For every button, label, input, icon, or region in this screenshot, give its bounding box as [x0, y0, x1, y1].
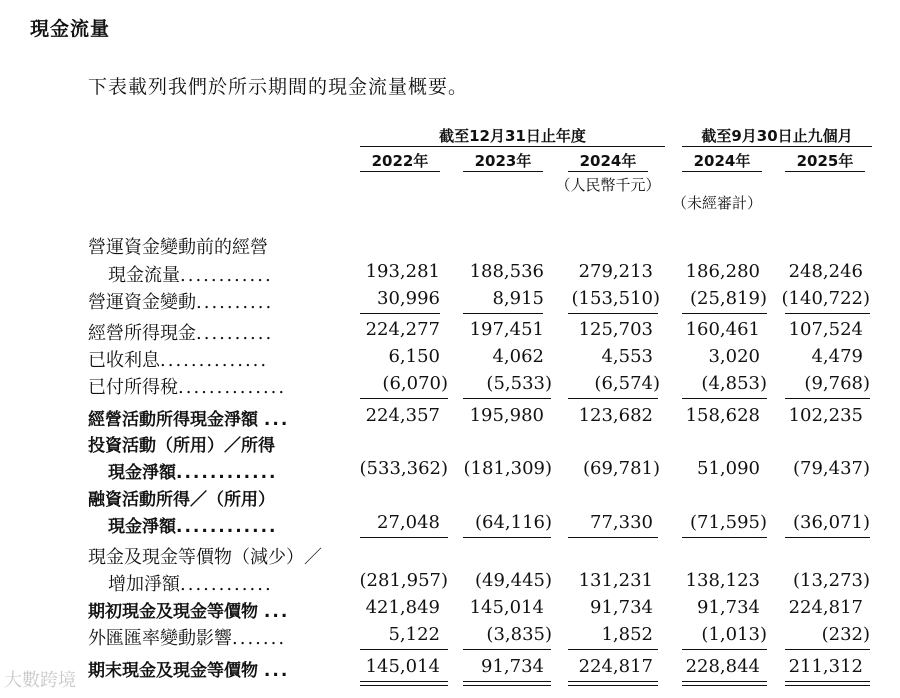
value-cell: 107,524	[788, 319, 863, 340]
total-double-rule	[568, 681, 658, 686]
subtotal-rule	[463, 537, 551, 538]
row-label-line: 營運資金變動前的經營	[88, 237, 268, 258]
value-cell: 5,122	[388, 624, 440, 645]
year-header-2023: 2023年	[474, 152, 532, 170]
value-cell: (36,071)	[792, 512, 870, 533]
year-header-2024: 2024年	[579, 152, 637, 170]
value-cell: 4,553	[601, 346, 653, 367]
row-label-line: 投資活動（所用）／所得	[88, 436, 275, 456]
row-label: 營運資金變動..........	[88, 292, 274, 313]
value-cell: (25,819)	[689, 288, 767, 309]
subtotal-rule	[785, 313, 870, 314]
year-header-2025-nine-months: 2025年	[796, 152, 854, 170]
value-cell: (6,574)	[594, 373, 660, 394]
value-cell: 102,235	[788, 405, 863, 426]
year-header-2024-nine-months: 2024年	[693, 152, 751, 170]
value-cell: 224,817	[788, 597, 863, 618]
subtotal-rule	[682, 537, 767, 538]
value-cell: 138,123	[685, 570, 760, 591]
row-label-line: 增加淨額............	[108, 574, 273, 595]
value-cell: (6,070)	[382, 373, 448, 394]
row-label-line: 融資活動所得／（所用）	[88, 490, 275, 510]
value-cell: 125,703	[578, 319, 653, 340]
value-cell: 158,628	[685, 405, 760, 426]
value-cell: (153,510)	[571, 288, 660, 309]
value-cell: 131,231	[578, 570, 653, 591]
value-cell: (49,445)	[474, 570, 552, 591]
subtotal-rule	[463, 398, 551, 399]
subtotal-rule	[360, 649, 448, 650]
total-double-rule	[463, 681, 551, 686]
leader-dots: ..........	[196, 323, 274, 344]
year-rule	[785, 171, 865, 172]
value-cell: 123,682	[578, 405, 653, 426]
intro-text: 下表載列我們於所示期間的現金流量概要。	[88, 76, 469, 98]
value-cell: (533,362)	[359, 458, 448, 479]
leader-dots: ...	[263, 410, 290, 430]
leader-dots: ............	[180, 265, 273, 286]
row-label-line: 現金淨額............	[108, 517, 278, 537]
watermark: 大數跨境	[4, 670, 76, 691]
value-cell: 51,090	[697, 458, 760, 479]
row-label: 已收利息..............	[88, 350, 269, 371]
row-label: 已付所得稅..............	[88, 377, 287, 398]
value-cell: (232)	[821, 624, 870, 645]
value-cell: 145,014	[365, 656, 440, 677]
subtotal-rule	[785, 649, 870, 650]
value-cell: (9,768)	[804, 373, 870, 394]
value-cell: (71,595)	[689, 512, 767, 533]
value-cell: 8,915	[492, 288, 544, 309]
value-cell: (13,273)	[792, 570, 870, 591]
total-double-rule	[682, 681, 767, 686]
header-group-nine-months-rule	[682, 146, 872, 147]
value-cell: 145,014	[469, 597, 544, 618]
value-cell: 211,312	[788, 656, 863, 677]
subtotal-rule	[568, 313, 658, 314]
value-cell: (64,116)	[474, 512, 552, 533]
value-cell: 193,281	[365, 261, 440, 282]
row-label: 期末現金及現金等價物 ...	[88, 661, 290, 681]
year-rule	[463, 171, 543, 172]
subtotal-rule	[568, 649, 658, 650]
subtotal-rule	[682, 313, 767, 314]
subtotal-rule	[682, 649, 767, 650]
row-label-line: 現金淨額............	[108, 463, 278, 483]
leader-dots: ............	[180, 574, 273, 595]
row-label-line: 現金及現金等價物（減少）／	[88, 547, 322, 568]
value-cell: 6,150	[388, 346, 440, 367]
unit-note: （人民幣千元）	[555, 176, 661, 194]
year-rule	[682, 171, 762, 172]
value-cell: 279,213	[578, 261, 653, 282]
value-cell: 160,461	[685, 319, 760, 340]
header-group-year: 截至12月31日止年度	[439, 127, 586, 145]
leader-dots: ............	[176, 463, 278, 483]
leader-dots: ..........	[196, 292, 274, 313]
total-double-rule	[360, 681, 448, 686]
subtotal-rule	[785, 398, 870, 399]
value-cell: 27,048	[377, 512, 440, 533]
subtotal-rule	[568, 537, 658, 538]
value-cell: 195,980	[469, 405, 544, 426]
value-cell: 4,479	[811, 346, 863, 367]
value-cell: (5,533)	[486, 373, 552, 394]
value-cell: 224,277	[365, 319, 440, 340]
subtotal-rule	[682, 398, 767, 399]
section-title: 現金流量	[30, 18, 111, 40]
header-group-year-rule	[360, 146, 665, 147]
value-cell: (4,853)	[701, 373, 767, 394]
value-cell: (281,957)	[359, 570, 448, 591]
value-cell: (1,013)	[701, 624, 767, 645]
leader-dots: ...	[263, 661, 290, 681]
total-double-rule	[785, 681, 870, 686]
subtotal-rule	[463, 313, 543, 314]
row-label-line: 現金流量............	[108, 265, 273, 286]
subtotal-rule	[360, 537, 448, 538]
value-cell: 1,852	[601, 624, 653, 645]
row-label: 經營活動所得現金淨額 ...	[88, 410, 290, 430]
row-label: 外匯匯率變動影響.......	[88, 628, 287, 649]
subtotal-rule	[360, 313, 440, 314]
subtotal-rule	[360, 398, 448, 399]
value-cell: 186,280	[685, 261, 760, 282]
subtotal-rule	[568, 398, 658, 399]
leader-dots: ..............	[178, 377, 287, 398]
year-rule	[360, 171, 440, 172]
value-cell: 224,357	[365, 405, 440, 426]
subtotal-rule	[785, 537, 870, 538]
value-cell: 3,020	[708, 346, 760, 367]
value-cell: 197,451	[469, 319, 544, 340]
leader-dots: .......	[232, 628, 287, 649]
value-cell: (3,835)	[486, 624, 552, 645]
audit-note: （未經審計）	[671, 194, 762, 212]
value-cell: 91,734	[481, 656, 544, 677]
value-cell: 91,734	[697, 597, 760, 618]
value-cell: (181,309)	[463, 458, 552, 479]
value-cell: (69,781)	[582, 458, 660, 479]
value-cell: 77,330	[590, 512, 653, 533]
row-label: 期初現金及現金等價物 ...	[88, 602, 290, 622]
value-cell: 30,996	[377, 288, 440, 309]
header-group-nine-months: 截至9月30日止九個月	[701, 127, 853, 145]
value-cell: 421,849	[365, 597, 440, 618]
value-cell: (79,437)	[792, 458, 870, 479]
year-rule	[568, 171, 648, 172]
value-cell: (140,722)	[781, 288, 870, 309]
leader-dots: ............	[176, 517, 278, 537]
value-cell: 248,246	[788, 261, 863, 282]
leader-dots: ..............	[160, 350, 269, 371]
subtotal-rule	[463, 649, 551, 650]
year-header-2022: 2022年	[371, 152, 429, 170]
value-cell: 4,062	[492, 346, 544, 367]
value-cell: 91,734	[590, 597, 653, 618]
value-cell: 188,536	[469, 261, 544, 282]
value-cell: 224,817	[578, 656, 653, 677]
row-label: 經營所得現金..........	[88, 323, 274, 344]
leader-dots: ...	[263, 602, 290, 622]
value-cell: 228,844	[685, 656, 760, 677]
